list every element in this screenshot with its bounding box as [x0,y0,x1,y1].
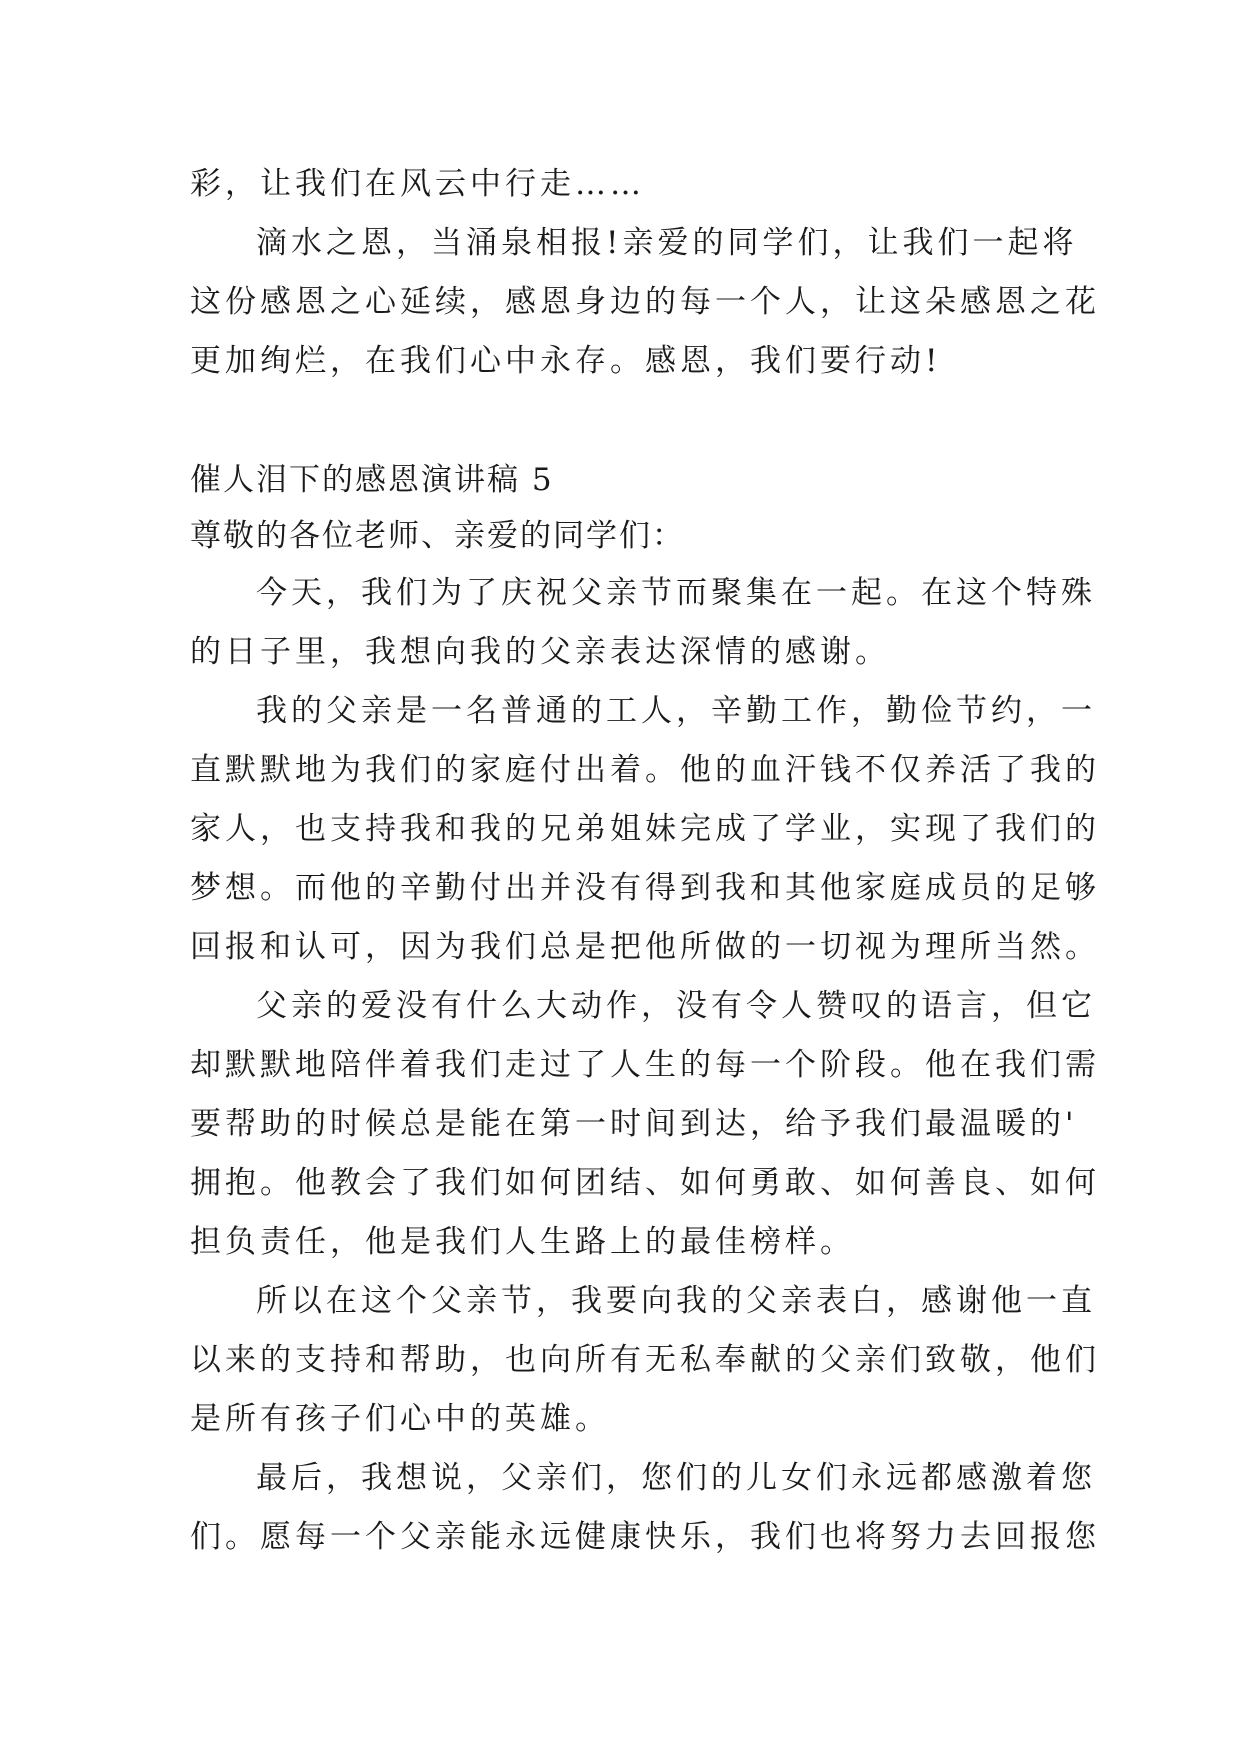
text-line: 父亲的爱没有什么大动作，没有令人赞叹的语言，但它 [256,988,1096,1024]
paragraph-2 [190,682,1100,977]
text-line: 梦想。而他的辛勤付出并没有得到我和其他家庭成员的足够 [190,870,1100,906]
text-line: 这份感恩之心延续，感恩身边的每一个人，让这朵感恩之花 [190,284,1100,320]
prev-paragraph-1 [190,155,1070,214]
section-heading-block [190,452,1070,564]
text-line: 所以在这个父亲节，我要向我的父亲表白，感谢他一直 [256,1283,1096,1319]
text-line: 滴水之恩，当涌泉相报!亲爱的同学们，让我们一起将 [256,225,1078,261]
paragraph-5 [190,1449,1100,1567]
salutation: 尊敬的各位老师、亲爱的同学们： [190,518,685,554]
text-line: 担负责任，他是我们人生路上的最佳榜样。 [190,1224,855,1260]
paragraph-3 [190,977,1100,1272]
text-line: 的日子里，我想向我的父亲表达深情的感谢。 [190,634,890,670]
text-line: 却默默地陪伴着我们走过了人生的每一个阶段。他在我们需 [190,1047,1100,1083]
section-title: 催人泪下的感恩演讲稿 5 [190,462,554,498]
prev-paragraph-2 [190,214,1100,391]
text-line: 家人，也支持我和我的兄弟姐妹完成了学业，实现了我们的 [190,811,1100,847]
text-line: 我的父亲是一名普通的工人，辛勤工作，勤俭节约，一 [256,693,1096,729]
paragraph-4 [190,1272,1100,1449]
text-line: 直默默地为我们的家庭付出着。他的血汗钱不仅养活了我的 [190,752,1100,788]
paragraph-1 [190,564,1096,682]
text-line: 是所有孩子们心中的英雄。 [190,1401,610,1437]
text-line: 拥抱。他教会了我们如何团结、如何勇敢、如何善良、如何 [190,1165,1100,1201]
text-line: 们。愿每一个父亲能永远健康快乐，我们也将努力去回报您 [190,1519,1100,1555]
text-line: 最后，我想说，父亲们，您们的儿女们永远都感激着您 [256,1460,1096,1496]
text-line: 彩，让我们在风云中行走…… [190,166,645,202]
text-line: 更加绚烂，在我们心中永存。感恩，我们要行动! [190,343,942,379]
text-line: 以来的支持和帮助，也向所有无私奉献的父亲们致敬，他们 [190,1342,1100,1378]
text-line: 回报和认可，因为我们总是把他所做的一切视为理所当然。 [190,929,1100,965]
text-line: 要帮助的时候总是能在第一时间到达，给予我们最温暖的' [190,1106,1078,1142]
text-line: 今天，我们为了庆祝父亲节而聚集在一起。在这个特殊 [256,575,1096,611]
